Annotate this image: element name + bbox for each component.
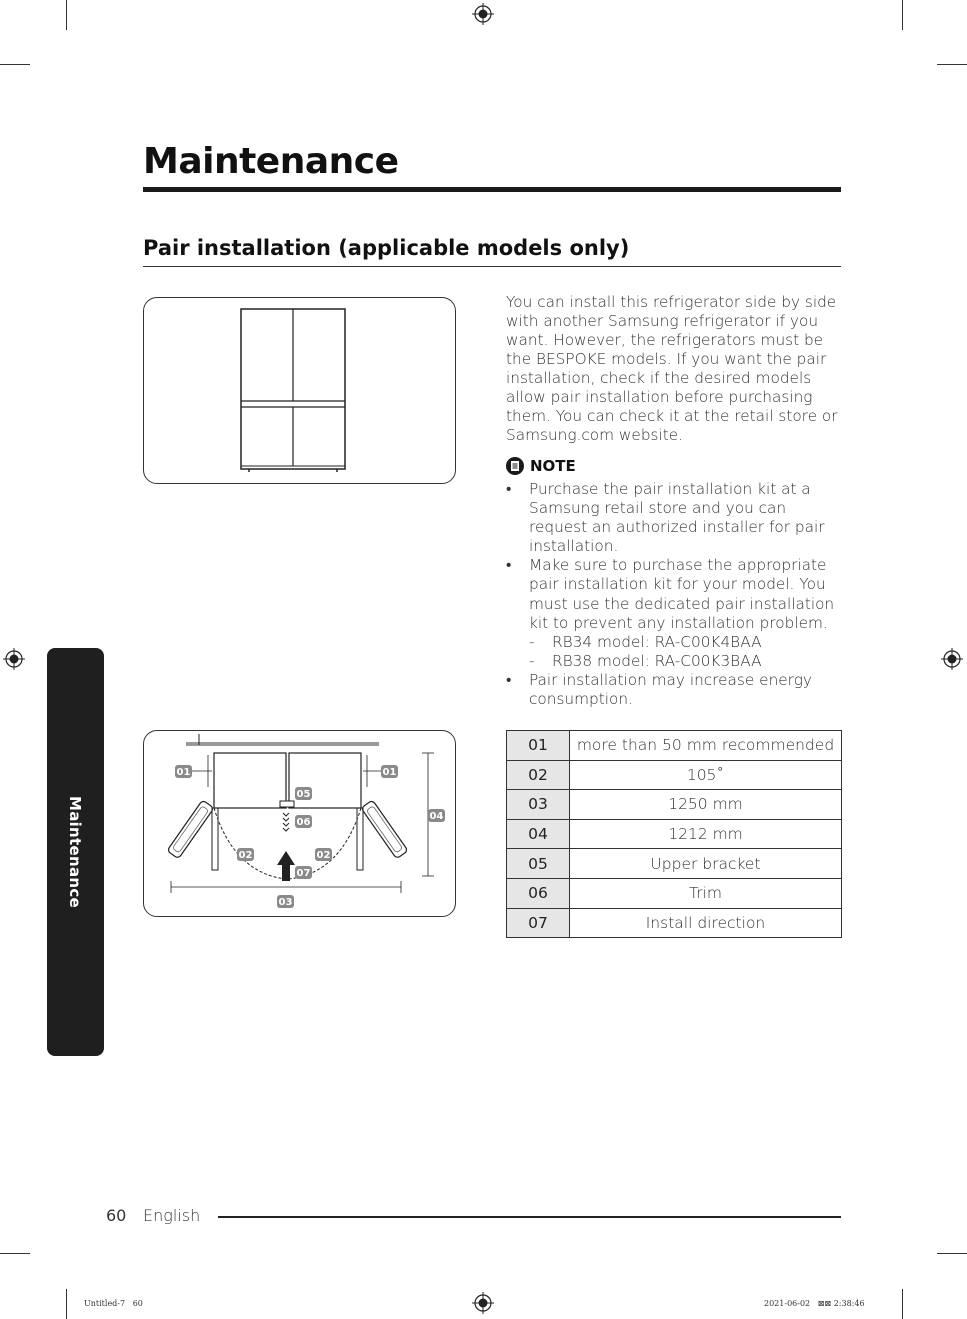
note-list <box>506 480 842 709</box>
table-key: 01 <box>507 731 570 761</box>
label-badge-04 <box>428 809 445 822</box>
list-item <box>506 671 842 709</box>
table-row <box>507 849 842 879</box>
table-value: 1212 mm <box>570 819 842 849</box>
svg-text:05: 05 <box>296 789 311 800</box>
table-value: Trim <box>570 878 842 908</box>
note-text: Purchase the pair installation kit at a Samsung retail store and you can request an authorized installer for pair installation. <box>529 480 825 556</box>
table-value: Install direction <box>570 908 842 938</box>
label-badge-02 <box>315 848 332 861</box>
crop-mark <box>937 64 967 65</box>
table-key: 03 <box>507 790 570 820</box>
svg-text:03: 03 <box>278 897 293 908</box>
svg-text:01: 01 <box>382 767 397 778</box>
note-text: Make sure to purchase the appropriate pair installation kit for your model. You must use the dedicated pair installation kit to prevent any installation problem. <box>529 556 835 632</box>
table-row <box>507 819 842 849</box>
label-badge-02 <box>237 848 254 861</box>
pair-installation-diagram <box>144 731 455 916</box>
dash: - <box>529 651 535 670</box>
crop-mark <box>937 1253 967 1254</box>
page-number: 60 <box>106 1206 127 1225</box>
registration-mark-icon <box>472 1292 494 1314</box>
crop-mark <box>66 0 67 30</box>
pair-installation-figure <box>143 730 456 917</box>
svg-text:02: 02 <box>238 850 253 861</box>
svg-text:06: 06 <box>296 817 311 828</box>
note-icon <box>506 457 524 475</box>
table-value: more than 50 mm recommended <box>570 731 842 761</box>
bullet: • <box>506 556 512 575</box>
title-rule <box>143 187 841 192</box>
table-value: Upper bracket <box>570 849 842 879</box>
table-row <box>507 790 842 820</box>
registration-mark-icon <box>3 648 25 670</box>
svg-text:01: 01 <box>176 767 191 778</box>
label-badge-06 <box>295 815 312 828</box>
table-row <box>507 908 842 938</box>
crop-mark <box>0 64 30 65</box>
registration-mark-icon <box>472 3 494 25</box>
table-key: 02 <box>507 760 570 790</box>
label-badge-01 <box>381 765 398 778</box>
spec-table <box>506 730 842 938</box>
table-key: 04 <box>507 819 570 849</box>
registration-mark-icon <box>941 648 963 670</box>
model-list <box>529 633 842 671</box>
label-badge-05 <box>295 787 312 800</box>
refrigerator-illustration <box>144 298 455 483</box>
svg-text:04: 04 <box>429 811 444 822</box>
table-key: 06 <box>507 878 570 908</box>
print-file-info: Untitled-7 60 <box>84 1299 143 1308</box>
refrigerator-figure <box>143 297 456 484</box>
section-title: Pair installation (applicable models only) <box>143 236 630 260</box>
note-title: NOTE <box>530 457 576 475</box>
side-tab-label-wrap <box>47 648 104 1056</box>
label-badge-07 <box>295 866 312 879</box>
table-value: 105˚ <box>570 760 842 790</box>
model-text: RB34 model: RA-C00K4BAA <box>552 632 762 651</box>
page-title: Maintenance <box>143 141 399 182</box>
list-item <box>506 480 842 556</box>
intro-paragraph: You can install this refrigerator side by side with another Samsung refrigerator if you want. However, the refrigerators must be the BESPOKE models. If you want the pair installation, check if the desired models allow pair installation before purchasing them. You can check it at the retail store or Samsung.com website. <box>506 293 838 444</box>
table-row <box>507 878 842 908</box>
svg-text:02: 02 <box>316 850 331 861</box>
bullet: • <box>506 670 512 689</box>
list-item <box>529 633 842 652</box>
table-key: 07 <box>507 908 570 938</box>
section-rule <box>143 266 841 267</box>
note-text: Pair installation may increase energy consumption. <box>529 670 812 709</box>
label-badge-01 <box>175 765 192 778</box>
label-badge-03 <box>277 895 294 908</box>
bullet: • <box>506 480 512 498</box>
table-value: 1250 mm <box>570 790 842 820</box>
table-row <box>507 731 842 761</box>
crop-mark <box>66 1289 67 1319</box>
print-date-info: 2021-06-02 ⊠⊠ 2:38:46 <box>764 1299 865 1308</box>
table-row <box>507 760 842 790</box>
dash: - <box>529 632 535 651</box>
list-item <box>506 556 842 671</box>
side-tab-label: Maintenance <box>66 795 85 909</box>
crop-mark <box>902 1289 903 1319</box>
page-language: English <box>143 1206 201 1225</box>
footer-rule <box>218 1216 841 1218</box>
crop-mark <box>0 1253 30 1254</box>
model-text: RB38 model: RA-C00K3BAA <box>552 651 762 670</box>
note-heading <box>506 456 576 476</box>
list-item <box>529 652 842 671</box>
svg-text:07: 07 <box>296 868 311 879</box>
table-key: 05 <box>507 849 570 879</box>
crop-mark <box>902 0 903 30</box>
